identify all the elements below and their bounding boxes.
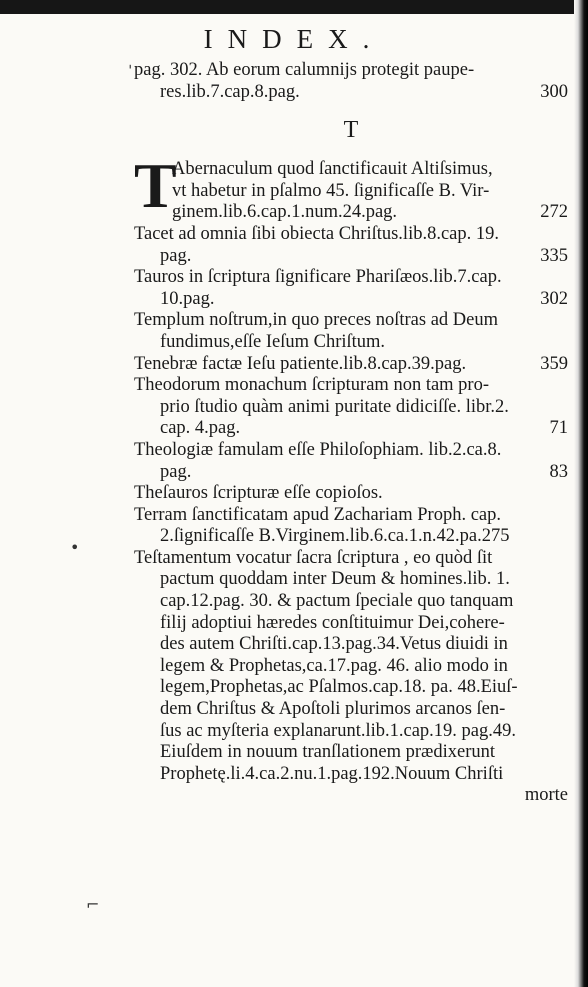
entry-line [134,354,568,376]
entry-text: Tacet ad omnia ſibi obiecta Chriſtus.lib.8.cap. 19. [134,223,500,244]
entry-text: vt habetur in pſalmo 45. ſignificaſſe B. Vir- [172,180,490,201]
entry-text: cap.12.pag. 30. & pactum ſpeciale quo tanquam [160,591,514,612]
margin-mark: ⌐ [86,895,100,914]
entry-line [172,181,568,203]
entry-text: Terram ſanctificatam apud Zachariam Proph. cap. [134,504,501,525]
page-number: 83 [549,461,568,482]
entry-text: des autem Chriſti.cap.13.pag.34.Vetus diuidi in [160,634,508,655]
entry-text: fundimus,eſſe Ieſum Chriſtum. [160,331,386,352]
entry-line [134,267,568,289]
page-number: 302 [540,288,568,309]
entry-text: legem,Prophetas,ac Pſalmos.cap.18. pa. 48.Eiuſ- [160,677,518,698]
index-entry [134,375,568,440]
catchword-line [134,785,568,807]
entry-text: Eiuſdem in nouum tranſlationem prædixerunt [160,742,495,763]
entry-line [134,613,568,635]
entry-line [134,397,568,419]
entry-text: cap. 4.pag. [160,418,241,439]
entry-line [134,505,568,527]
scan-right-edge [574,0,588,987]
drop-capital: T [134,150,177,222]
entry-line [134,569,568,591]
entry-line [134,483,568,505]
margin-mark: • [70,538,80,557]
entry-text: dem Chriſtus & Apoſtoli plurimos arcanos ſen- [160,699,506,720]
index-entry [134,440,568,483]
entry-text: Templum noſtrum,in quo preces noſtras ad Deum [134,310,499,331]
index-entries [134,224,568,785]
page-header: INDEX. [203,24,385,54]
entry-text: Tauros in ſcriptura ſignificare Phariſæos.lib.7.cap. [134,267,502,288]
margin-mark: ˈ [128,62,133,81]
entry-line [134,742,568,764]
catchword: morte [524,785,568,806]
entry-text: prio ſtudio quàm animi puritate didiciſſe. libr.2. [160,396,509,417]
index-entry [134,310,568,353]
entry-text: Abernaculum quod ſanctificauit Altiſsimus, [172,159,493,180]
entry-text: 10.pag. [160,288,215,309]
entry-line [134,375,568,397]
entry-line [134,418,568,440]
continuation-entry [134,60,568,103]
entry-line [134,462,568,484]
entry-line [134,699,568,721]
entry-text: pag. [160,461,192,482]
index-entry [134,267,568,310]
entry-text: Tenebræ factæ Ieſu patiente.lib.8.cap.39.pag. [134,353,467,374]
entry-line [172,202,568,224]
scan-top-border [0,0,588,14]
entry-line [134,634,568,656]
entry-line [134,764,568,786]
index-entry [134,483,568,505]
entry-text: pactum quoddam inter Deum & homines.lib. 1. [160,569,510,590]
index-entry [134,548,568,786]
entry-text: ſus ac myſteria explanarunt.lib.1.cap.19. pag.49. [160,720,517,741]
entry-text: Theologiæ famulam eſſe Philoſophiam. lib.2.ca.8. [134,439,502,460]
entry-line [134,310,568,332]
page-number: 71 [549,418,568,439]
index-page [134,60,568,807]
entry-line [134,289,568,311]
entry-line [134,332,568,354]
entry-text: Theſauros ſcripturæ eſſe copioſos. [134,483,383,504]
entry-line [134,656,568,678]
entry-line [172,159,568,181]
entry-line [134,246,568,268]
entry-text: filij adoptiui hæredes conſtituimur Dei,cohere- [160,612,505,633]
entry-text: pag. 302. Ab eorum calumnijs protegit paupe- [134,60,475,80]
page-number: 335 [540,245,568,266]
entry-line [134,526,568,548]
page-number: 359 [540,353,568,374]
entry-line [134,677,568,699]
entry-line [134,548,568,570]
entry-text: pag. [160,245,192,266]
first-entry [134,150,568,224]
page-number: 300 [540,81,568,102]
entry-line [134,82,568,104]
entry-text: res.lib.7.cap.8.pag. [160,81,300,102]
entry-line [134,440,568,462]
entry-line [134,591,568,613]
entry-text: Prophetę.li.4.ca.2.nu.1.pag.192.Nouum Chriſti [160,763,504,784]
entry-text: ginem.lib.6.cap.1.num.24.pag. [172,202,398,223]
entry-line [134,60,568,82]
entry-line [134,721,568,743]
entry-line [134,224,568,246]
section-letter: T [343,117,359,144]
entry-text: 2.ſignificaſſe B.Virginem.lib.6.ca.1.n.42.pa.275 [160,526,510,547]
entry-text: legem & Prophetas,ca.17.pag. 46. alio modo in [160,655,508,676]
entry-text: Teſtamentum vocatur ſacra ſcriptura , eo quòd ſit [134,547,493,568]
index-entry [134,505,568,548]
page-number: 272 [540,202,568,223]
index-entry [134,224,568,267]
entry-text: Theodorum monachum ſcripturam non tam pro- [134,375,490,396]
index-entry [134,354,568,376]
